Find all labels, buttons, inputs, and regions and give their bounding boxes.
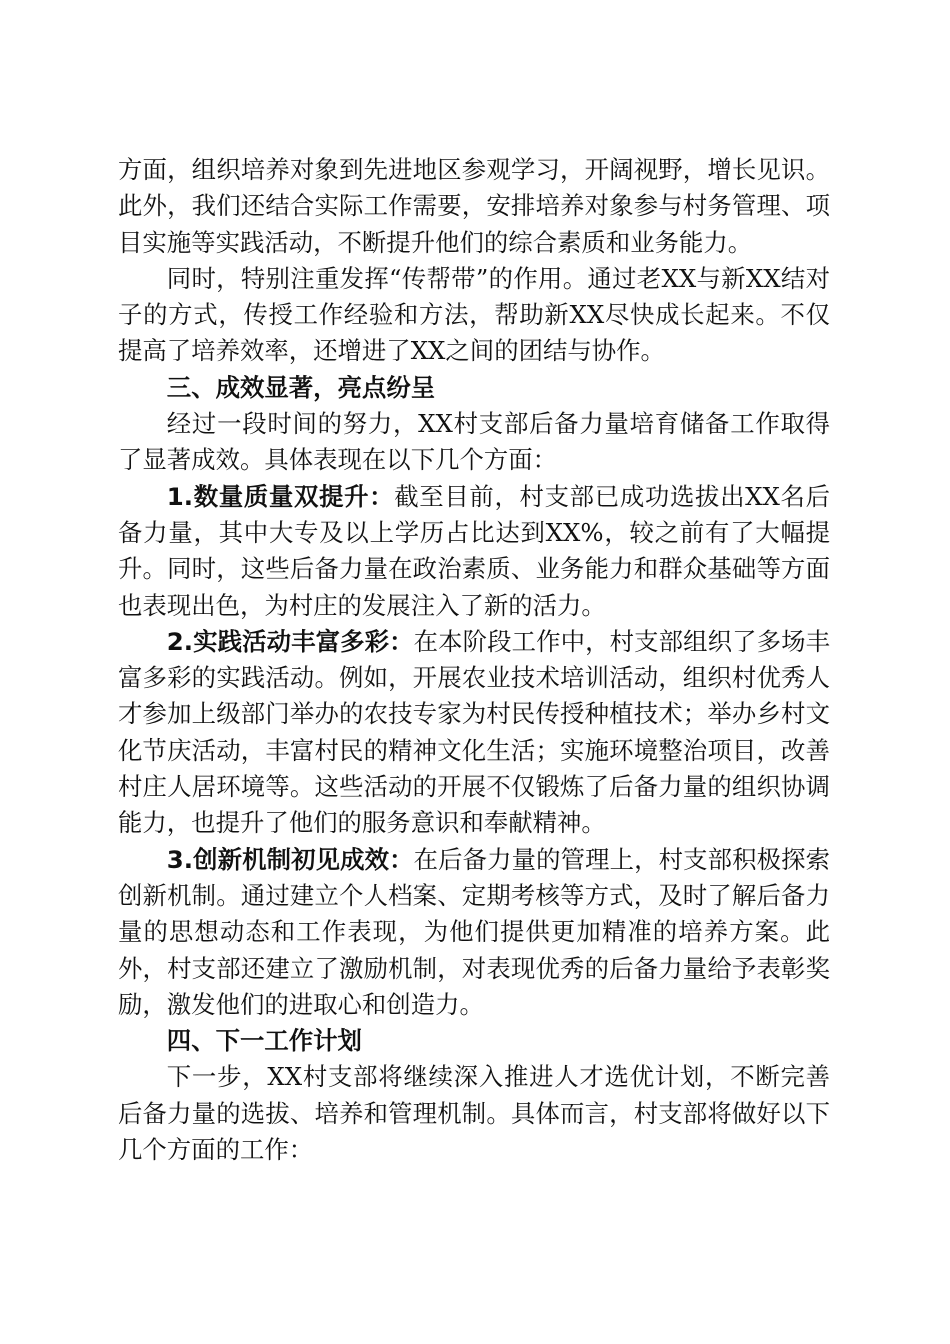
paragraph-mentoring: 同时，特别注重发挥“传帮带”的作用。通过老XX与新XX结对子的方式，传授工作经验和方法，帮助新XX尽快成长起来。不仅提高了培养效率，还增进了XX之间的团结与协作。: [118, 263, 830, 366]
list-item-2: [118, 624, 830, 842]
list-item-1-body: 截至目前，村支部已成功选拔出XX名后备力量，其中大专及以上学历占比达到XX%，较之前有了大幅提升。同时，这些后备力量在政治素质、业务能力和群众基础等方面也表现出色，为村庄的发展注入了新的活力。: [118, 481, 830, 620]
list-item-3-body: 在后备力量的管理上，村支部积极探索创新机制。通过建立个人档案、定期考核等方式，及时了解后备力量的思想动态和工作表现，为他们提供更加精准的培养方案。此外，村支部还建立了激励机制，对表现优秀的后备力量给予表彰奖励，激发他们的进取心和创造力。: [118, 844, 830, 1019]
list-item-1-title: 1.数量质量双提升：: [166, 481, 395, 511]
list-item-2-body: 在本阶段工作中，村支部组织了多场丰富多彩的实践活动。例如，开展农业技术培训活动，组织村优秀人才参加上级部门举办的农技专家为村民传授种植技术；举办乡村文化节庆活动，丰富村民的精神文化生活；实施环境整治项目，改善村庄人居环境等。这些活动的开展不仅锻炼了后备力量的组织协调能力，也提升了他们的服务意识和奉献精神。: [118, 626, 830, 838]
list-item-1: [118, 479, 830, 624]
list-item-3-title: 3.创新机制初见成效：: [166, 844, 414, 874]
list-item-3: [118, 842, 830, 1023]
document-page: [118, 152, 830, 1168]
paragraph-plan: 下一步，XX村支部将继续深入推进人才选优计划，不断完善后备力量的选拔、培养和管理机制。具体而言，村支部将做好以下几个方面的工作：: [118, 1062, 830, 1165]
section-heading-plan: 四、下一工作计划: [166, 1026, 362, 1056]
list-item-2-title: 2.实践活动丰富多彩：: [166, 626, 414, 656]
paragraph-continued: 方面，组织培养对象到先进地区参观学习，开阔视野，增长见识。此外，我们还结合实际工作需要，安排培养对象参与村务管理、项目实施等实践活动，不断提升他们的综合素质和业务能力。: [118, 155, 830, 257]
paragraph-results-intro: 经过一段时间的努力，XX村支部后备力量培育储备工作取得了显著成效。具体表现在以下几个方面：: [118, 409, 830, 475]
section-heading-results: 三、成效显著，亮点纷呈: [166, 372, 436, 402]
